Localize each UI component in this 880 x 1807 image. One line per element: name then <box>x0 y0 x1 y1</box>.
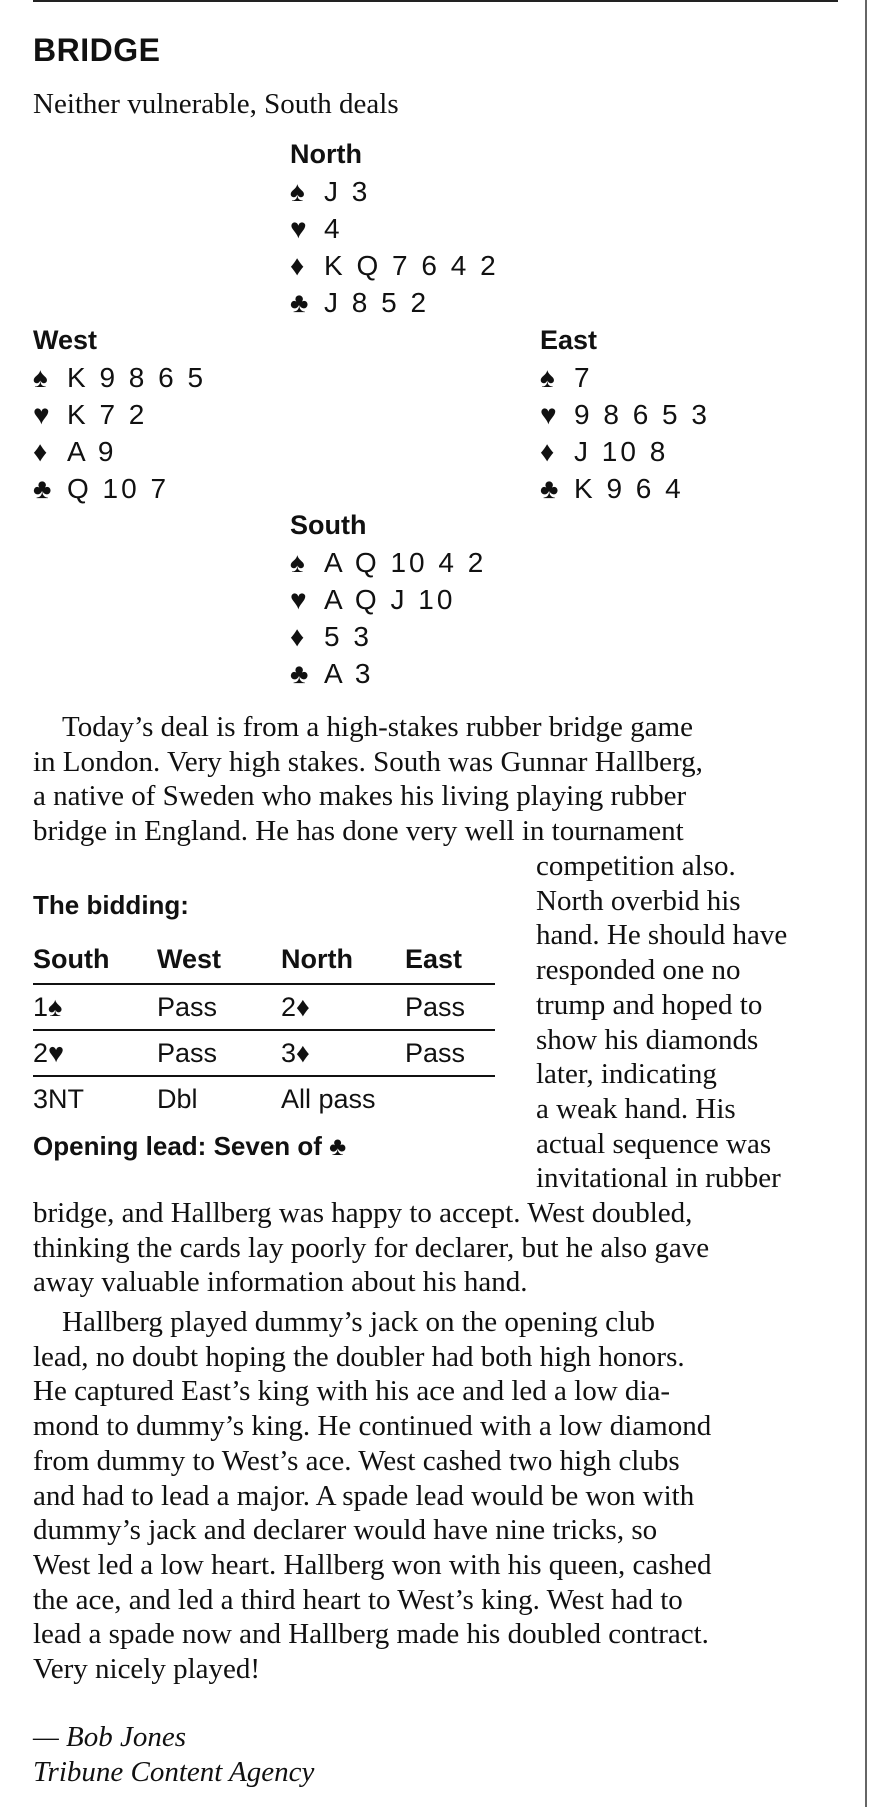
suit-row-clubs <box>540 470 710 507</box>
suit-row-diamonds <box>33 433 206 470</box>
seat-label: North <box>290 139 362 169</box>
bid-cell: Pass <box>157 1030 281 1076</box>
bid-cell: Pass <box>405 984 495 1030</box>
text-line: later, indicating <box>536 1058 717 1091</box>
text-line: competition also. <box>536 850 736 882</box>
bidding-row <box>33 1076 495 1121</box>
bid-cell: 3NT <box>33 1083 85 1114</box>
text-line: actual sequence was <box>536 1127 772 1160</box>
cards: K Q 7 6 4 2 <box>324 250 499 281</box>
bidding-row <box>33 1030 495 1076</box>
article-side-column <box>536 849 836 1196</box>
text-line: invitational in rubber <box>536 1162 781 1195</box>
spade-icon: ♠ <box>540 362 558 393</box>
bidding-row <box>33 984 495 1030</box>
text-line: West led a low heart. Hallberg won with his queen, cashed <box>33 1548 712 1581</box>
suit-row-diamonds <box>290 247 499 284</box>
suit-row-diamonds <box>540 433 710 470</box>
article-paragraph-intro <box>33 710 833 849</box>
text-line: dummy’s jack and declarer would have nine tricks, so <box>33 1514 658 1547</box>
text-line: Today’s deal is from a high-stakes rubber bridge game <box>33 711 693 743</box>
bid-cell: All pass <box>281 1083 376 1114</box>
suit-row-hearts <box>290 581 486 618</box>
bid-cell: Dbl <box>157 1083 198 1114</box>
top-rule <box>33 0 838 2</box>
suit-row-hearts <box>33 396 206 433</box>
text-line: the ace, and led a third heart to West’s king. West had to <box>33 1583 683 1616</box>
bidding-header-row <box>33 939 495 984</box>
suit-row-clubs <box>290 284 499 321</box>
bid-cell: 2♦ <box>281 984 405 1030</box>
text-line: trump and hoped to <box>536 988 763 1021</box>
diamond-icon: ♦ <box>540 436 558 467</box>
bid-cell: Pass <box>405 1030 495 1076</box>
heart-icon: ♥ <box>290 213 310 244</box>
cards: J 10 8 <box>574 436 669 467</box>
hand-north <box>290 136 499 321</box>
hand-west <box>33 322 206 507</box>
heart-icon: ♥ <box>290 584 310 615</box>
hand-east <box>540 322 710 507</box>
spade-icon: ♠ <box>290 547 308 578</box>
bid-cell: Pass <box>157 984 281 1030</box>
opening-lead: Opening lead: Seven of ♣ <box>33 1131 347 1161</box>
byline <box>33 1720 314 1790</box>
column-rule <box>865 0 867 1807</box>
cards: K 9 8 6 5 <box>67 362 207 393</box>
suit-row-spades <box>33 359 206 396</box>
suit-row-hearts <box>540 396 710 433</box>
bidding-table <box>33 939 495 1121</box>
text-line: a native of Sweden who makes his living playing rubber <box>33 780 687 813</box>
deal-conditions: Neither vulnerable, South deals <box>33 88 399 120</box>
text-line: show his diamonds <box>536 1023 759 1056</box>
cards: K 7 2 <box>67 399 148 430</box>
diamond-icon: ♦ <box>33 436 51 467</box>
column-header: North <box>281 939 405 984</box>
cards: 9 8 6 5 3 <box>574 399 710 430</box>
seat-label: South <box>290 510 367 540</box>
spade-icon: ♠ <box>33 362 51 393</box>
diamond-icon: ♦ <box>290 250 308 281</box>
cards: K 9 6 4 <box>574 473 684 504</box>
text-line: away valuable information about his hand. <box>33 1266 528 1299</box>
article-paragraph-continued <box>33 1196 853 1300</box>
author: — Bob Jones <box>33 1721 187 1753</box>
cards: 7 <box>574 362 593 393</box>
club-icon: ♣ <box>540 473 562 504</box>
bidding-box <box>33 890 495 1162</box>
text-line: Hallberg played dummy’s jack on the opening club <box>33 1306 656 1338</box>
suit-row-spades <box>290 544 486 581</box>
article-paragraph-play <box>33 1305 853 1687</box>
cards: J 8 5 2 <box>324 287 430 318</box>
text-line: thinking the cards lay poorly for declarer, but he also gave <box>33 1231 710 1264</box>
text-line: bridge in England. He has done very well in tournament <box>33 815 684 848</box>
club-icon: ♣ <box>290 658 312 689</box>
cards: 5 3 <box>324 621 372 652</box>
seat-label: East <box>540 325 598 355</box>
spade-icon: ♠ <box>290 176 308 207</box>
suit-row-spades <box>540 359 710 396</box>
column-header: East <box>405 939 495 984</box>
text-line: bridge, and Hallberg was happy to accept. West doubled, <box>33 1197 693 1229</box>
text-line: Very nicely played! <box>33 1653 261 1686</box>
suit-row-clubs <box>290 655 486 692</box>
text-line: in London. Very high stakes. South was Gunnar Hallberg, <box>33 745 703 778</box>
cards: A 3 <box>324 658 374 689</box>
heart-icon: ♥ <box>33 399 53 430</box>
heart-icon: ♥ <box>540 399 560 430</box>
cards: A Q 10 4 2 <box>324 547 487 578</box>
cards: J 3 <box>324 176 371 207</box>
text-line: mond to dummy’s king. He continued with a low diamond <box>33 1410 712 1443</box>
diamond-icon: ♦ <box>290 621 308 652</box>
bid-cell: 3♦ <box>281 1030 405 1076</box>
suit-row-hearts <box>290 210 499 247</box>
text-line: from dummy to West’s ace. West cashed two high clubs <box>33 1444 680 1477</box>
text-line: hand. He should have <box>536 919 788 952</box>
text-line: responded one no <box>536 954 741 987</box>
text-line: North overbid his <box>536 884 741 917</box>
column-title: BRIDGE <box>33 32 161 68</box>
bid-cell: 1♠ <box>33 984 157 1030</box>
column-header: West <box>157 939 281 984</box>
text-line: He captured East’s king with his ace and led a low dia- <box>33 1375 670 1408</box>
text-line: lead a spade now and Hallberg made his doubled contract. <box>33 1618 709 1651</box>
hand-south <box>290 507 486 692</box>
agency: Tribune Content Agency <box>33 1756 315 1788</box>
club-icon: ♣ <box>33 473 55 504</box>
bid-cell: 2♥ <box>33 1030 157 1076</box>
suit-row-diamonds <box>290 618 486 655</box>
cards: Q 10 7 <box>67 473 170 504</box>
text-line: a weak hand. His <box>536 1092 736 1125</box>
suit-row-spades <box>290 173 499 210</box>
column-header: South <box>33 939 157 984</box>
text-line: lead, no doubt hoping the doubler had both high honors. <box>33 1340 685 1373</box>
cards: A Q J 10 <box>324 584 456 615</box>
cards: 4 <box>324 213 343 244</box>
seat-label: West <box>33 325 98 355</box>
bidding-title: The bidding: <box>33 890 189 920</box>
bid-cell <box>405 1076 495 1121</box>
cards: A 9 <box>67 436 117 467</box>
suit-row-clubs <box>33 470 206 507</box>
club-icon: ♣ <box>290 287 312 318</box>
text-line: and had to lead a major. A spade lead would be won with <box>33 1479 695 1512</box>
